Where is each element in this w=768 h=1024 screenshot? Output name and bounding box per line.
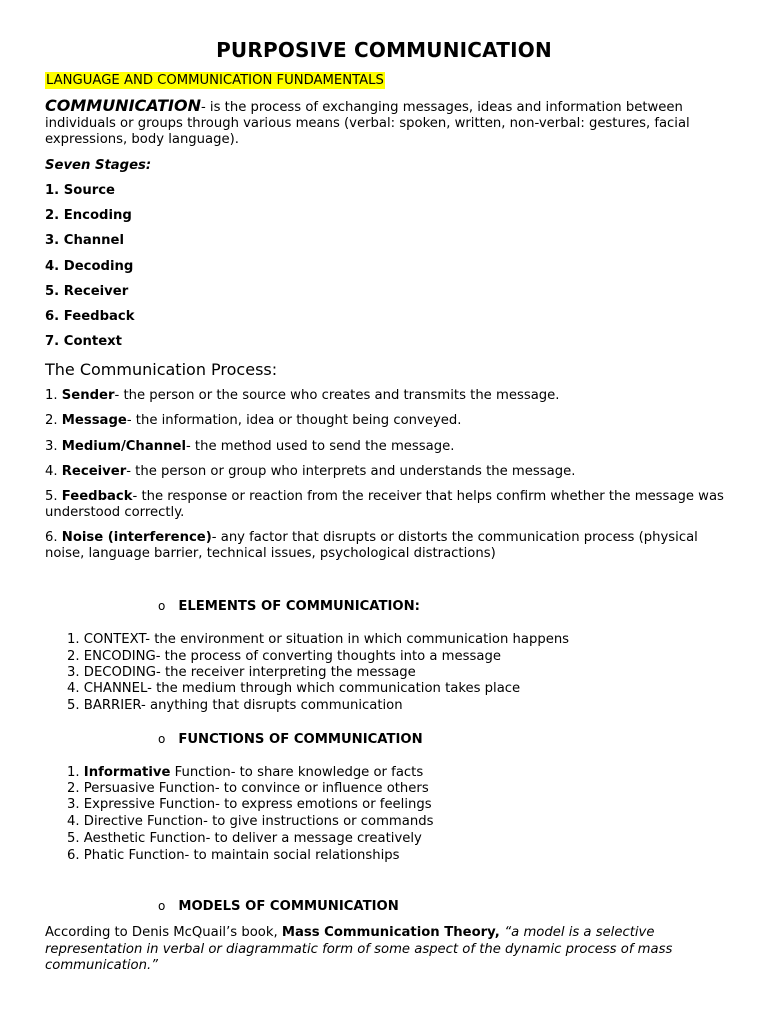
page-title: PURPOSIVE COMMUNICATION — [216, 38, 552, 62]
models-book-title: Mass Communication Theory, — [281, 925, 505, 940]
list-item: 5. Aesthetic Function- to deliver a message creatively — [67, 831, 422, 846]
stage-item: 3. Channel — [45, 233, 124, 248]
process-num: 5. — [45, 489, 62, 504]
list-item: 4. CHANNEL- the medium through which communication takes place — [67, 681, 521, 696]
process-desc: - the information, idea or thought being conveyed. — [126, 413, 462, 428]
list-item: 4. Directive Function- to give instructions or commands — [67, 814, 434, 829]
list-item: 1. CONTEXT- the environment or situation in which communication happens — [67, 632, 570, 647]
process-term: Receiver — [61, 464, 127, 479]
process-num: 1. — [45, 388, 62, 403]
section-highlight-heading: LANGUAGE AND COMMUNICATION FUNDAMENTALS — [46, 73, 384, 88]
process-desc: - the person or group who interprets and understands the message. — [126, 464, 576, 479]
process-term: Noise (interference) — [61, 530, 212, 545]
definition-text: - is the process of exchanging messages, ideas and information between individuals or groups through various means (verbal: spoken, written, non-verbal: gestures, facial expressions, body language). — [45, 100, 690, 147]
process-item — [45, 439, 735, 455]
process-num: 6. — [45, 530, 62, 545]
communication-definition — [45, 98, 735, 148]
elements-heading: ELEMENTS OF COMMUNICATION: — [178, 599, 420, 614]
bullet-icon: o — [158, 899, 166, 913]
list-item: 1. Informative Function- to share knowledge or facts — [67, 765, 424, 780]
list-item: 2. ENCODING- the process of converting thoughts into a message — [67, 649, 501, 664]
process-term: Medium/Channel — [61, 439, 186, 454]
models-heading-row — [158, 898, 399, 915]
stage-item: 1. Source — [45, 183, 115, 198]
stage-item: 7. Context — [45, 334, 122, 349]
process-item — [45, 464, 735, 480]
models-intro: According to Denis McQuail’s book, — [45, 925, 282, 940]
process-term: Sender — [61, 388, 115, 403]
process-item — [45, 413, 735, 429]
list-item: 2. Persuasive Function- to convince or influence others — [67, 781, 429, 796]
process-desc: - the method used to send the message. — [185, 439, 455, 454]
stage-item: 2. Encoding — [45, 208, 132, 223]
process-desc: - any factor that disrupts or distorts the communication process (physical noise, language barrier, technical issues, psychological distractions) — [45, 530, 698, 561]
process-num: 4. — [45, 464, 62, 479]
list-item: 5. BARRIER- anything that disrupts communication — [67, 698, 403, 713]
process-term: Feedback — [61, 489, 133, 504]
process-num: 2. — [45, 413, 62, 428]
functions-heading: FUNCTIONS OF COMMUNICATION — [178, 732, 423, 747]
models-quote: “a model is a selective representation in verbal or diagrammatic form of some aspect of the dynamic process of mass communication.” — [45, 925, 673, 973]
elements-heading-row — [158, 598, 420, 615]
process-item — [45, 530, 735, 562]
process-num: 3. — [45, 439, 62, 454]
list-item: 6. Phatic Function- to maintain social relationships — [67, 848, 400, 863]
bullet-icon: o — [158, 732, 166, 746]
process-heading: The Communication Process: — [45, 360, 278, 379]
process-term: Message — [61, 413, 127, 428]
definition-term: COMMUNICATION — [45, 96, 201, 115]
list-item: 3. DECODING- the receiver interpreting the message — [67, 665, 416, 680]
process-desc: - the person or the source who creates and transmits the message. — [114, 388, 560, 403]
stage-item: 4. Decoding — [45, 259, 134, 274]
process-desc: - the response or reaction from the receiver that helps confirm whether the message was understood correctly. — [45, 489, 724, 520]
process-item — [45, 388, 735, 404]
stage-item: 6. Feedback — [45, 309, 135, 324]
functions-heading-row — [158, 731, 423, 748]
process-item — [45, 489, 735, 521]
bullet-icon: o — [158, 599, 166, 613]
list-item: 3. Expressive Function- to express emotions or feelings — [67, 797, 432, 812]
models-paragraph — [45, 925, 735, 975]
stage-item: 5. Receiver — [45, 284, 129, 299]
seven-stages-heading: Seven Stages: — [45, 158, 152, 173]
models-heading: MODELS OF COMMUNICATION — [178, 899, 399, 914]
